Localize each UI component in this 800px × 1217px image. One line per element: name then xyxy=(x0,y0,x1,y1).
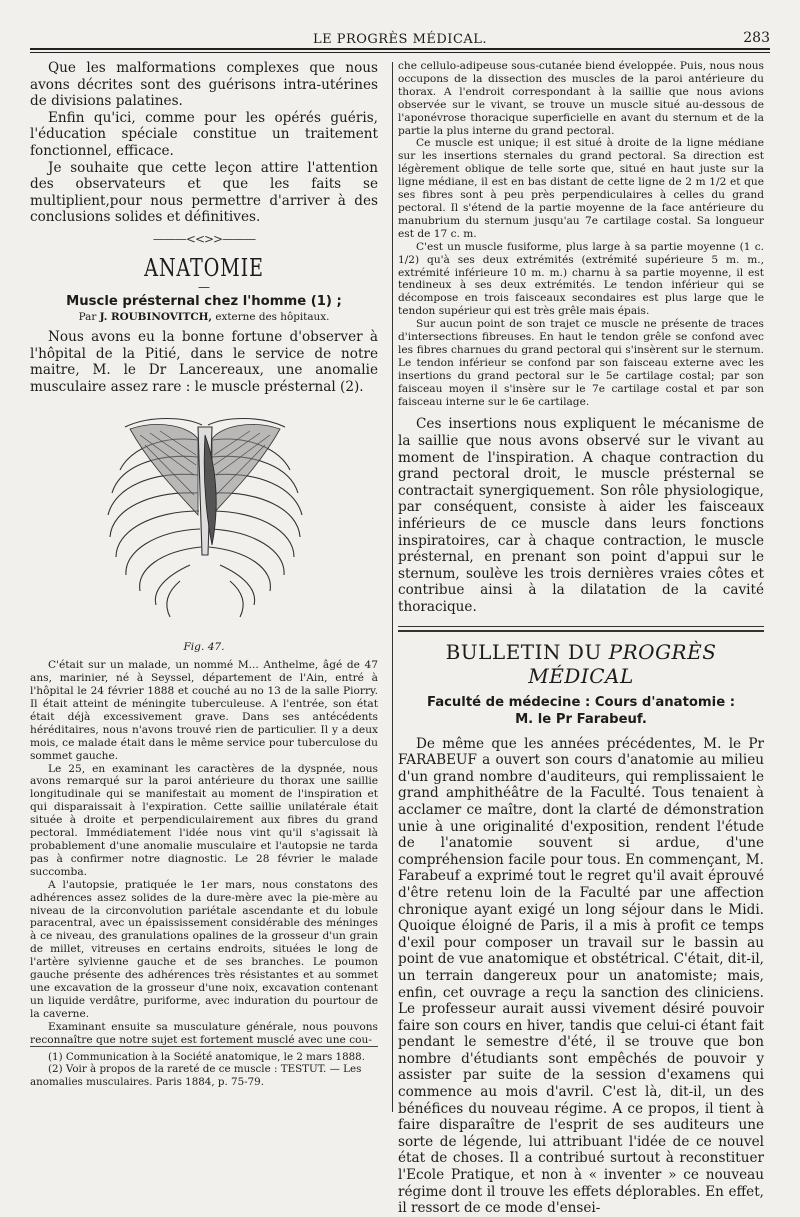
article-lead: Nous avons eu la bonne fortune d'observer à l'hôpital de la Pitié, dans le service de notre maitre, M. le Dr Lancereaux, une anomalie musculaire assez rare : le muscle présternal (2). xyxy=(30,328,378,395)
bulletin-heading-prefix: BULLETIN DU xyxy=(445,639,602,664)
left-column xyxy=(30,60,378,1047)
footnote-1: (1) Communication à la Société anatomique, le 2 mars 1888. xyxy=(48,1051,366,1063)
intro-paragraph-2: Enfin qu'ici, comme pour les opérés guéris, l'éducation spéciale constitue un traitement fonctionnel, efficace. xyxy=(30,109,378,159)
bulletin-subtitle-2: M. le Pr Farabeuf. xyxy=(515,711,647,727)
figure-thorax xyxy=(30,405,378,637)
bulletin-paragraph: De même que les années précédentes, M. le Pr FARABEUF a ouvert son cours d'anatomie au milieu d'un grand nombre d'auditeurs, qui remplissaient le grand amphithéâtre de la Faculté. Tous tenaient à acclamer ce maître, dont la clarté de démonstration unie à une originalité d'exposition, rendent l'étude de l'anatomie souvent si ardue, d'une compréhension facile pour tous. En commençant, M. Farabeuf a exprimé tout le regret qu'il avait éprouvé d'être retenu loin de la Faculté par une affection chronique ayant exigé un long séjour dans le Midi. Quoique éloigné de Paris, il a mis à profit ce temps d'exil pour composer un travail sur le bassin au point de vue anatomique et obstétrical. C'était, dit-il, un terrain dangereux pour un anatomiste; mais, enfin, cet ouvrage a reçu la sanction des cliniciens. Le professeur aurait aussi vivement désiré pouvoir faire son cours en hiver, tandis que celui-ci étant fait pendant le semestre d'été, il se trouve que bon nombre d'étudiants sont empêchés de pouvoir y assister par suite de la session d'examens qui commence au mois d'avril. C'est là, dit-il, un des bénéfices du nouveau régime. A ce propos, il tient à faire disparaître de l'esprit de ses auditeurs une sorte de légende, lui attribuant l'idée de ce nouvel état de choses. Il a contribué surtout à reconstituer l'Ecole Pratique, et non à « inventer » ce nouveau régime dont il trouve les effets déplorables. En effet, il ressort de ce mode d'ensei- xyxy=(398,735,764,1217)
dissection-paragraph-4: Sur aucun point de son trajet ce muscle ne présente de traces d'intersections fibreuses. En haut le tendon grêle se confond avec les fibres charnues du grand pectoral qui s'insèrent sur le sternum. Le tendon inférieur se confond par son faisceau externe avec les insertions du grand pectoral sur le 5e cartilage costal; par son faisceau moyen il s'insère sur le 7e cartilage costal et par son faisceau interne sur le 6e cartilage. xyxy=(398,318,764,408)
bulletin-subtitle-1: Faculté de médecine : Cours d'anatomie : xyxy=(426,694,736,710)
thorax-illustration xyxy=(90,405,320,637)
header-rule xyxy=(30,48,770,50)
footnotes xyxy=(30,1046,378,1088)
intro-paragraph-3: Je souhaite que cette leçon attire l'attention des observateurs et que les faits se multiplient,pour nous permettre d'arriver à des conclusions solides et définitives. xyxy=(30,159,378,226)
byline-prefix: Par xyxy=(78,310,97,323)
right-column xyxy=(398,60,764,1217)
byline-author: J. ROUBINOVITCH, xyxy=(99,310,213,323)
figure-caption: Fig. 47. xyxy=(183,641,225,654)
page-number: 283 xyxy=(743,30,770,46)
footnote-2: (2) Voir à propos de la rareté de ce muscle : TESTUT. — Les anomalies musculaires. Paris 1884, p. 75-79. xyxy=(30,1063,362,1088)
section-ornament: ———<<>>——— xyxy=(152,231,256,246)
article-title: Muscle présternal chez l'homme (1) ; xyxy=(66,293,342,309)
section-dash: — xyxy=(198,279,210,294)
section-heading-anatomie: ANATOMIE xyxy=(144,253,264,282)
intro-paragraph-1: Que les malformations complexes que nous avons décrites sont des guérisons intra-utérines de divisions palatines. xyxy=(30,60,378,110)
byline-suffix: externe des hôpitaux. xyxy=(215,310,330,323)
dissection-paragraph-2: Ce muscle est unique; il est situé à droite de la ligne médiane sur les insertions sternales du grand pectoral. Sa direction est légèrement oblique de telle sorte que, situé en haut juste sur la ligne médiane, il est en bas distant de cette ligne de 2 m 1/2 et que ses fibres sont à peu près perpendiculaires à celles du grand pectoral. Il s'étend de la partie moyenne de la face antérieure du manubrium du sternum jusqu'au 7e cartilage costal. Sa longueur est de 17 c. m. xyxy=(398,137,764,240)
case-paragraph-2: Le 25, en examinant les caractères de la dyspnée, nous avons remarqué sur la paroi antérieure du thorax une saillie longitudinale qui se manifestait au moment de l'inspiration et qui disparaissait à l'expiration. Cette saillie unilatérale était située à droite et perpendiculairement aux fibres du grand pectoral. Immédiatement l'idée nous vint qu'il s'agissait là probablement d'une anomalie musculaire et l'autopsie ne tarda pas à confirmer notre diagnostic. Le 28 février le malade succomba. xyxy=(30,762,378,878)
page-header xyxy=(30,24,770,50)
case-paragraph-4: Examinant ensuite sa musculature générale, nous pouvons reconnaître que notre sujet est fortement musclé avec une cou- xyxy=(30,1020,378,1046)
dissection-paragraph-1: che cellulo-adipeuse sous-cutanée biend éveloppée. Puis, nous nous occupons de la dissection des muscles de la paroi antérieure du thorax. A l'endroit correspondant à la saillie que nous avions observée sur le vivant, se trouve un muscle situé au-dessous de l'aponévrose thoracique superficielle en avant du sternum et de la partie la plus interne du grand pectoral. xyxy=(398,60,764,137)
article-byline xyxy=(30,311,378,323)
journal-title: LE PROGRÈS MÉDICAL. xyxy=(312,32,488,47)
bulletin-heading-journal: PROGRÈS MÉDICAL xyxy=(528,639,717,688)
bulletin-rule xyxy=(398,626,764,627)
conclusion-paragraph: Ces insertions nous expliquent le mécanisme de la saillie que nous avons observé sur le vivant au moment de l'inspiration. A chaque contraction du grand pectoral droit, le muscle présternal se contractait synergiquement. Son rôle physiologique, par conséquent, consiste à aider les faisceaux inférieurs de ce muscle dans leurs fonctions inspiratoires, car à chaque contraction, le muscle présternal, en prenant son point d'appui sur le sternum, soulève les trois dernières vraies côtes et contribue ainsi à la dilatation de la cavité thoracique. xyxy=(398,416,764,615)
dissection-paragraph-3: C'est un muscle fusiforme, plus large à sa partie moyenne (1 c. 1/2) qu'à ses deux extrémités (extrémité supérieure 5 m. m., extrémité inférieure 10 m. m.) charnu à sa partie moyenne, il est tendineux à ses deux extrémités. Le tendon inférieur qui se décompose en trois faisceaux secondaires est plus large que le tendon supérieur qui est très grêle mais épais. xyxy=(398,240,764,318)
case-paragraph-1: C'était sur un malade, un nommé M... Anthelme, âgé de 47 ans, marinier, né à Seyssel, département de l'Ain, entré à l'hôpital le 24 février 1888 et couché au no 13 de la salle Piorry. Il était atteint de méningite tuberculeuse. A l'entrée, son état était déjà excessivement grave. Dans ses antécédents héréditaires, nous n'avons trouvé rien de particulier. Il y a deux mois, ce malade était dans le même service pour tuberculose du sommet gauche. xyxy=(30,659,378,762)
bulletin-heading xyxy=(398,640,764,688)
bulletin-rule-thick xyxy=(398,630,764,632)
column-divider xyxy=(392,62,393,1112)
header-rule-thin xyxy=(30,52,770,53)
case-paragraph-3: A l'autopsie, pratiquée le 1er mars, nous constatons des adhérences assez solides de la dure-mère avec la pie-mère au niveau de la circonvolution pariétale ascendante et du lobule paracentral, avec un épaississement considérable des méninges à ce niveau, des granulations opalines de la grosseur d'un grain de millet, vitreuses en certains endroits, situées le long de l'artère sylvienne gauche et de ses branches. Le poumon gauche présente des adhérences très résistantes et au sommet une excavation de la grosseur d'une noix, excavation contenant un liquide verdâtre, puriforme, avec induration du pourtour de la caverne. xyxy=(30,878,378,1020)
